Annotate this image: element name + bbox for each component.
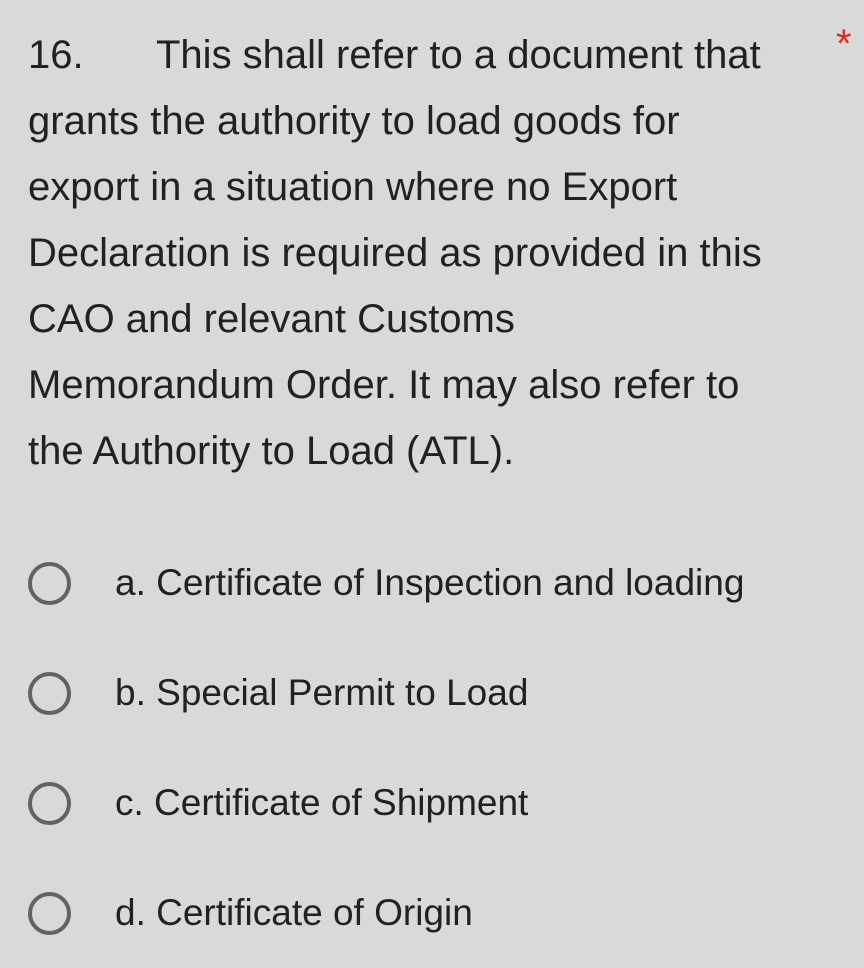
option-label[interactable]: b. Special Permit to Load (115, 672, 529, 713)
radio-button-c[interactable] (28, 782, 71, 825)
option-d[interactable] (28, 858, 858, 968)
option-label[interactable]: c. Certificate of Shipment (115, 782, 529, 823)
radio-button-a[interactable] (28, 562, 71, 605)
option-b[interactable] (28, 638, 858, 748)
option-label[interactable]: a. Certificate of Inspection and loading (115, 562, 745, 603)
question-text (28, 22, 858, 484)
question-line: Declaration is required as provided in this (28, 231, 762, 275)
option-label[interactable]: d. Certificate of Origin (115, 892, 473, 933)
answer-options (28, 528, 858, 968)
question-line: the Authority to Load (ATL). (28, 429, 515, 473)
question-line-text: This shall refer to a document that (156, 33, 761, 77)
option-a[interactable] (28, 528, 858, 638)
required-asterisk: * (836, 22, 852, 66)
question-line (28, 22, 858, 88)
question-number: 16. (28, 33, 84, 77)
question-line: Memorandum Order. It may also refer to (28, 363, 740, 407)
option-c[interactable] (28, 748, 858, 858)
question-line: export in a situation where no Export (28, 165, 678, 209)
question-line: CAO and relevant Customs (28, 297, 515, 341)
radio-button-d[interactable] (28, 892, 71, 935)
question-line: grants the authority to load goods for (28, 99, 680, 143)
radio-button-b[interactable] (28, 672, 71, 715)
